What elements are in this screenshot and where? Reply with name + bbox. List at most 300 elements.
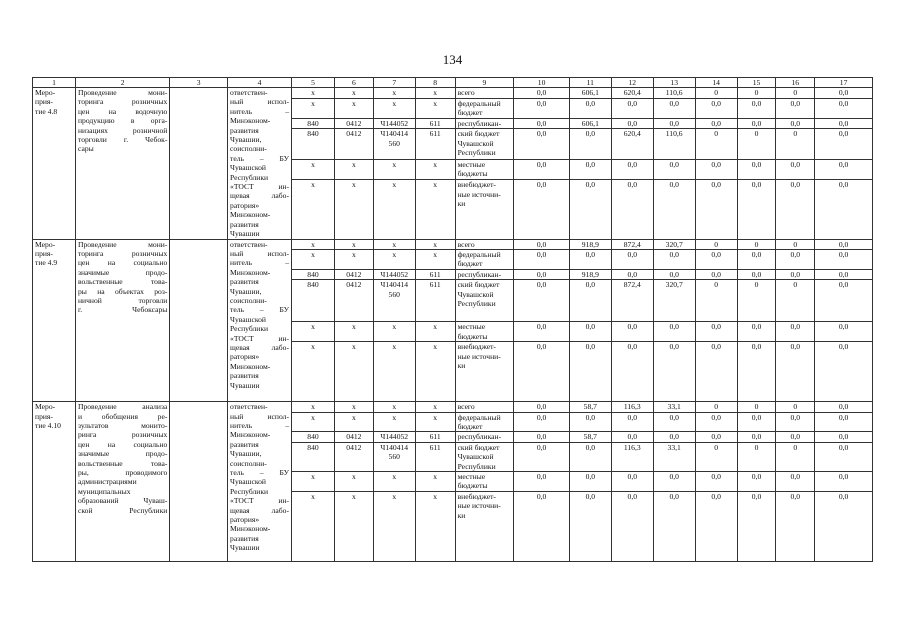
value-cell: 0,0 bbox=[776, 159, 815, 179]
cell-line: местные bbox=[457, 471, 486, 481]
cell-line: ры на объектах роз- bbox=[77, 286, 168, 296]
empty-cell bbox=[170, 88, 228, 240]
cell-line: Минэконом- bbox=[230, 267, 271, 277]
column-header: 2 bbox=[75, 78, 169, 88]
value-cell: 0,0 bbox=[776, 118, 815, 129]
value-cell: 0,0 bbox=[695, 98, 737, 118]
column-header: 15 bbox=[737, 78, 776, 88]
value-cell: 0,0 bbox=[815, 249, 873, 269]
executor-cell bbox=[228, 88, 292, 240]
cell-line: тель – БУ bbox=[230, 305, 289, 315]
code-cell: x bbox=[415, 342, 455, 402]
value-cell: 0,0 bbox=[695, 412, 737, 432]
value-cell: 0,0 bbox=[776, 432, 815, 442]
cell-line: «ТОСТ ин- bbox=[230, 333, 289, 343]
value-cell: 0,0 bbox=[737, 269, 776, 279]
code-cell bbox=[373, 322, 415, 342]
cell-line: развития bbox=[230, 125, 259, 135]
value-cell: 0,0 bbox=[611, 269, 653, 279]
value-cell: 0,0 bbox=[776, 98, 815, 118]
code-cell: x bbox=[415, 239, 455, 249]
value-cell: 0,0 bbox=[776, 249, 815, 269]
cell-line: вольственные това- bbox=[77, 277, 168, 287]
cell-line: образований Чуваш- bbox=[77, 496, 168, 506]
value-cell: 0,0 bbox=[653, 118, 695, 129]
cell-line: щевая лабо- bbox=[230, 342, 289, 352]
cell-line: Чувашии bbox=[230, 380, 260, 390]
cell-line: Минэконом- bbox=[230, 210, 271, 220]
code-cell: x bbox=[292, 402, 335, 412]
value-cell: 0,0 bbox=[653, 432, 695, 442]
cell-line: федеральный bbox=[457, 412, 501, 422]
code-cell: 611 bbox=[415, 432, 455, 442]
value-cell: 918,9 bbox=[569, 239, 611, 249]
value-cell: 0,0 bbox=[611, 118, 653, 129]
code-cell: 0412 bbox=[334, 118, 373, 129]
value-cell: 116,3 bbox=[611, 442, 653, 471]
code-cell: x bbox=[415, 249, 455, 269]
value-cell: 0,0 bbox=[514, 239, 570, 249]
cell-line: Проведение анализа bbox=[77, 402, 168, 412]
value-cell: 0,0 bbox=[815, 98, 873, 118]
value-cell: 0,0 bbox=[514, 118, 570, 129]
cell-line: x bbox=[392, 471, 397, 481]
code-cell bbox=[373, 269, 415, 279]
funding-source-cell bbox=[455, 432, 514, 442]
value-cell: 0,0 bbox=[776, 471, 815, 491]
cell-line: Ч140414 bbox=[380, 129, 409, 139]
value-cell: 0,0 bbox=[569, 491, 611, 561]
value-cell: 116,3 bbox=[611, 402, 653, 412]
value-cell: 0,0 bbox=[653, 269, 695, 279]
cell-line: бюджеты bbox=[457, 481, 488, 491]
cell-line: x bbox=[392, 342, 397, 352]
cell-line: Ч140414 bbox=[380, 442, 409, 452]
cell-line: Минэконом- bbox=[230, 361, 271, 371]
funding-source-cell bbox=[455, 159, 514, 179]
value-cell: 0 bbox=[695, 129, 737, 160]
cell-line: тель – БУ bbox=[230, 153, 289, 163]
cell-line: ки bbox=[457, 360, 466, 370]
value-cell: 0,0 bbox=[815, 118, 873, 129]
cell-line: Чувашии, bbox=[230, 286, 262, 296]
value-cell: 0,0 bbox=[514, 342, 570, 402]
value-cell: 606,1 bbox=[569, 118, 611, 129]
column-header: 16 bbox=[776, 78, 815, 88]
cell-line: развития bbox=[230, 533, 259, 543]
code-cell bbox=[373, 98, 415, 118]
code-cell: x bbox=[334, 88, 373, 99]
cell-line: ратория» bbox=[230, 200, 260, 210]
value-cell: 0,0 bbox=[815, 88, 873, 99]
code-cell: 840 bbox=[292, 118, 335, 129]
cell-line: ский бюджет bbox=[457, 442, 500, 452]
cell-line: 560 bbox=[388, 289, 400, 299]
cell-line: зультатов монито- bbox=[77, 420, 168, 430]
cell-line: Чувашской bbox=[230, 314, 267, 324]
value-cell: 0,0 bbox=[815, 269, 873, 279]
cell-line: цен на водочную bbox=[77, 106, 168, 116]
value-cell: 0,0 bbox=[776, 412, 815, 432]
value-cell: 0,0 bbox=[611, 491, 653, 561]
column-header: 14 bbox=[695, 78, 737, 88]
cell-line: Минэконом- bbox=[230, 430, 271, 440]
code-cell bbox=[373, 342, 415, 402]
code-cell: 611 bbox=[415, 118, 455, 129]
code-cell: 611 bbox=[415, 269, 455, 279]
code-cell: 611 bbox=[415, 129, 455, 160]
value-cell: 110,6 bbox=[653, 129, 695, 160]
code-cell bbox=[373, 88, 415, 99]
value-cell: 0,0 bbox=[653, 180, 695, 239]
funding-source-cell bbox=[455, 249, 514, 269]
code-cell: x bbox=[415, 88, 455, 99]
code-cell bbox=[373, 239, 415, 249]
value-cell: 0,0 bbox=[815, 412, 873, 432]
value-cell: 0,0 bbox=[815, 322, 873, 342]
code-cell: x bbox=[334, 412, 373, 432]
code-cell: x bbox=[292, 239, 335, 249]
code-cell: x bbox=[334, 239, 373, 249]
value-cell: 0,0 bbox=[737, 491, 776, 561]
column-header: 1 bbox=[33, 78, 76, 88]
code-cell: x bbox=[334, 471, 373, 491]
cell-line: тие 4.9 bbox=[35, 258, 58, 268]
cell-line: цен на социально bbox=[77, 439, 168, 449]
value-cell: 0,0 bbox=[815, 180, 873, 239]
funding-source-cell bbox=[455, 471, 514, 491]
funding-source-cell bbox=[455, 280, 514, 322]
cell-line: республикан- bbox=[457, 432, 502, 442]
value-cell: 0,0 bbox=[611, 249, 653, 269]
cell-line: торговли г. Чебок- bbox=[77, 135, 168, 145]
table-body bbox=[33, 78, 873, 562]
value-cell: 0,0 bbox=[569, 159, 611, 179]
value-cell: 0,0 bbox=[653, 249, 695, 269]
value-cell: 0,0 bbox=[611, 98, 653, 118]
cell-line: тель – БУ bbox=[230, 467, 289, 477]
cell-line: Республики bbox=[230, 172, 269, 182]
value-cell: 0,0 bbox=[514, 180, 570, 239]
value-cell: 0,0 bbox=[737, 342, 776, 402]
value-cell: 0,0 bbox=[514, 432, 570, 442]
value-cell: 0,0 bbox=[815, 491, 873, 561]
cell-line: значимые продо- bbox=[77, 267, 168, 277]
cell-line: и обобщения ре- bbox=[77, 411, 168, 421]
value-cell: 0,0 bbox=[514, 412, 570, 432]
value-cell: 0,0 bbox=[514, 322, 570, 342]
cell-line: местные bbox=[457, 159, 486, 169]
value-cell: 0,0 bbox=[569, 129, 611, 160]
event-description-cell bbox=[75, 88, 169, 240]
cell-line: внебюджет- bbox=[457, 180, 496, 190]
value-cell: 0,0 bbox=[695, 159, 737, 179]
code-cell bbox=[373, 159, 415, 179]
funding-source-cell bbox=[455, 239, 514, 249]
cell-line: нитель – bbox=[230, 420, 289, 430]
empty-cell bbox=[170, 402, 228, 562]
code-cell: 0412 bbox=[334, 442, 373, 471]
cell-line: x bbox=[392, 88, 397, 97]
code-cell bbox=[373, 280, 415, 322]
column-header: 10 bbox=[514, 78, 570, 88]
value-cell: 0,0 bbox=[569, 280, 611, 322]
value-cell: 0,0 bbox=[737, 98, 776, 118]
code-cell: 0412 bbox=[334, 269, 373, 279]
value-cell: 0,0 bbox=[695, 269, 737, 279]
value-cell: 0,0 bbox=[611, 180, 653, 239]
code-cell bbox=[373, 412, 415, 432]
cell-line: развития bbox=[230, 277, 259, 287]
value-cell: 110,6 bbox=[653, 88, 695, 99]
value-cell: 0 bbox=[695, 239, 737, 249]
code-cell bbox=[373, 491, 415, 561]
cell-line: Республики bbox=[457, 298, 496, 308]
value-cell: 0,0 bbox=[695, 249, 737, 269]
code-cell: x bbox=[334, 249, 373, 269]
cell-line: федеральный bbox=[457, 98, 501, 108]
cell-line: Республики bbox=[457, 148, 496, 158]
cell-line: Чувашии, bbox=[230, 449, 262, 459]
cell-line: бюджет bbox=[457, 421, 483, 431]
value-cell: 0,0 bbox=[653, 491, 695, 561]
value-cell: 0,0 bbox=[653, 342, 695, 402]
cell-line: 560 bbox=[388, 138, 400, 148]
cell-line: «ТОСТ ин- bbox=[230, 182, 289, 192]
cell-line: республикан- bbox=[457, 118, 502, 128]
value-cell: 0,0 bbox=[653, 98, 695, 118]
cell-line: ответствен- bbox=[230, 88, 268, 97]
column-header: 4 bbox=[228, 78, 292, 88]
cell-line: бюджет bbox=[457, 108, 483, 117]
executor-cell bbox=[228, 239, 292, 402]
value-cell: 872,4 bbox=[611, 239, 653, 249]
value-cell: 0,0 bbox=[695, 342, 737, 402]
cell-line: ничной торговли bbox=[77, 295, 168, 305]
cell-line: ки bbox=[457, 199, 466, 209]
value-cell: 0,0 bbox=[569, 442, 611, 471]
cell-line: ный испол- bbox=[230, 97, 289, 107]
code-cell: 840 bbox=[292, 269, 335, 279]
code-cell: x bbox=[292, 159, 335, 179]
code-cell: x bbox=[334, 402, 373, 412]
code-cell: 840 bbox=[292, 129, 335, 160]
cell-line: прия- bbox=[35, 248, 53, 258]
cell-line: ки bbox=[457, 510, 466, 520]
cell-line: Чувашской bbox=[457, 289, 494, 299]
header-row bbox=[33, 78, 873, 88]
code-cell: x bbox=[415, 471, 455, 491]
value-cell: 0,0 bbox=[737, 159, 776, 179]
value-cell: 0,0 bbox=[776, 342, 815, 402]
cell-line: прия- bbox=[35, 411, 53, 421]
budget-table bbox=[32, 77, 873, 562]
cell-line: всего bbox=[457, 239, 475, 249]
column-header: 6 bbox=[334, 78, 373, 88]
value-cell: 0 bbox=[776, 442, 815, 471]
code-cell: x bbox=[334, 180, 373, 239]
cell-line: ные источни- bbox=[457, 501, 501, 511]
value-cell: 0,0 bbox=[815, 280, 873, 322]
cell-line: местные bbox=[457, 322, 486, 332]
code-cell: x bbox=[292, 88, 335, 99]
cell-line: Ч144052 bbox=[380, 432, 409, 442]
column-header: 7 bbox=[373, 78, 415, 88]
cell-line: ры, проводимого bbox=[77, 467, 168, 477]
code-cell: x bbox=[292, 98, 335, 118]
value-cell: 0,0 bbox=[737, 118, 776, 129]
code-cell: 840 bbox=[292, 280, 335, 322]
value-cell: 0,0 bbox=[815, 159, 873, 179]
value-cell: 0,0 bbox=[611, 159, 653, 179]
cell-line: Меро- bbox=[35, 402, 56, 412]
value-cell: 0,0 bbox=[695, 432, 737, 442]
value-cell: 0,0 bbox=[815, 432, 873, 442]
cell-line: Минэконом- bbox=[230, 524, 271, 534]
code-cell: x bbox=[415, 412, 455, 432]
value-cell: 0,0 bbox=[514, 98, 570, 118]
cell-line: торинга розничных bbox=[77, 248, 168, 258]
cell-line: x bbox=[392, 159, 397, 169]
value-cell: 0,0 bbox=[611, 412, 653, 432]
cell-line: x bbox=[392, 491, 397, 501]
cell-line: x bbox=[392, 249, 397, 259]
value-cell: 0,0 bbox=[569, 180, 611, 239]
value-cell: 0,0 bbox=[815, 442, 873, 471]
code-cell: x bbox=[415, 98, 455, 118]
funding-source-cell bbox=[455, 402, 514, 412]
event-id-cell bbox=[33, 402, 76, 562]
value-cell: 0,0 bbox=[653, 412, 695, 432]
code-cell bbox=[373, 180, 415, 239]
code-cell: 840 bbox=[292, 442, 335, 471]
code-cell bbox=[373, 402, 415, 412]
value-cell: 0 bbox=[737, 402, 776, 412]
value-cell: 0,0 bbox=[695, 322, 737, 342]
value-cell: 0,0 bbox=[611, 322, 653, 342]
event-id-cell bbox=[33, 239, 76, 402]
cell-line: Чувашии bbox=[230, 543, 260, 553]
cell-line: Чувашской bbox=[230, 477, 267, 487]
cell-line: ской Республики bbox=[77, 505, 168, 515]
cell-line: Республики bbox=[230, 324, 269, 334]
cell-line: сары bbox=[77, 144, 94, 154]
value-cell: 33,1 bbox=[653, 442, 695, 471]
cell-line: x bbox=[392, 180, 397, 190]
cell-line: муниципальных bbox=[77, 486, 131, 496]
cell-line: ный испол- bbox=[230, 248, 289, 258]
value-cell: 0 bbox=[776, 88, 815, 99]
code-cell: 0412 bbox=[334, 129, 373, 160]
cell-line: прия- bbox=[35, 97, 53, 107]
funding-source-cell bbox=[455, 412, 514, 432]
value-cell: 0,0 bbox=[776, 491, 815, 561]
value-cell: 320,7 bbox=[653, 239, 695, 249]
value-cell: 0,0 bbox=[815, 129, 873, 160]
funding-source-cell bbox=[455, 129, 514, 160]
event-id-cell bbox=[33, 88, 76, 240]
value-cell: 0,0 bbox=[514, 402, 570, 412]
cell-line: бюджеты bbox=[457, 169, 488, 179]
cell-line: Ч140414 bbox=[380, 280, 409, 290]
cell-line: Меро- bbox=[35, 239, 56, 249]
value-cell: 0,0 bbox=[514, 159, 570, 179]
value-cell: 872,4 bbox=[611, 280, 653, 322]
cell-line: Чувашии bbox=[230, 229, 260, 239]
cell-line: бюджеты bbox=[457, 331, 488, 341]
cell-line: x bbox=[392, 402, 397, 412]
value-cell: 0 bbox=[776, 239, 815, 249]
value-cell: 0 bbox=[737, 88, 776, 99]
value-cell: 0 bbox=[776, 280, 815, 322]
cell-line: ответствен- bbox=[230, 239, 268, 249]
column-header: 12 bbox=[611, 78, 653, 88]
code-cell bbox=[373, 471, 415, 491]
cell-line: Проведение мони- bbox=[77, 88, 168, 97]
cell-line: x bbox=[392, 412, 397, 422]
value-cell: 0,0 bbox=[611, 432, 653, 442]
value-cell: 0,0 bbox=[514, 129, 570, 160]
cell-line: республикан- bbox=[457, 269, 502, 279]
code-cell: x bbox=[292, 412, 335, 432]
cell-line: ные источни- bbox=[457, 189, 501, 199]
cell-line: значимые продо- bbox=[77, 449, 168, 459]
value-cell: 58,7 bbox=[569, 432, 611, 442]
value-cell: 0,0 bbox=[514, 269, 570, 279]
value-cell: 0,0 bbox=[569, 412, 611, 432]
cell-line: г. Чебоксары bbox=[77, 305, 168, 315]
value-cell: 0,0 bbox=[611, 342, 653, 402]
value-cell: 0,0 bbox=[569, 471, 611, 491]
value-cell: 0 bbox=[776, 129, 815, 160]
code-cell: x bbox=[292, 342, 335, 402]
value-cell: 0,0 bbox=[569, 322, 611, 342]
cell-line: бюджет bbox=[457, 259, 483, 269]
value-cell: 0,0 bbox=[737, 322, 776, 342]
value-cell: 0 bbox=[695, 280, 737, 322]
cell-line: щевая лабо- bbox=[230, 191, 289, 201]
value-cell: 0,0 bbox=[653, 471, 695, 491]
table-row bbox=[33, 88, 873, 99]
value-cell: 0,0 bbox=[737, 180, 776, 239]
code-cell: 0412 bbox=[334, 432, 373, 442]
cell-line: всего bbox=[457, 402, 475, 412]
cell-line: Минэконом- bbox=[230, 116, 271, 126]
value-cell: 0,0 bbox=[695, 180, 737, 239]
value-cell: 58,7 bbox=[569, 402, 611, 412]
cell-line: администрациями bbox=[77, 477, 137, 487]
cell-line: соисполни- bbox=[230, 458, 267, 468]
funding-source-cell bbox=[455, 491, 514, 561]
value-cell: 0,0 bbox=[737, 412, 776, 432]
cell-line: ные источни- bbox=[457, 351, 501, 361]
code-cell: 840 bbox=[292, 432, 335, 442]
value-cell: 0,0 bbox=[514, 491, 570, 561]
code-cell: 0412 bbox=[334, 280, 373, 322]
cell-line: Чувашии, bbox=[230, 135, 262, 145]
value-cell: 0,0 bbox=[569, 342, 611, 402]
funding-source-cell bbox=[455, 180, 514, 239]
cell-line: внебюджет- bbox=[457, 491, 496, 501]
cell-line: x bbox=[392, 98, 397, 108]
value-cell: 0,0 bbox=[695, 118, 737, 129]
code-cell: x bbox=[415, 159, 455, 179]
cell-line: Чувашской bbox=[457, 452, 494, 462]
code-cell: x bbox=[415, 402, 455, 412]
value-cell: 0,0 bbox=[514, 471, 570, 491]
value-cell: 620,4 bbox=[611, 129, 653, 160]
cell-line: нитель – bbox=[230, 258, 289, 268]
